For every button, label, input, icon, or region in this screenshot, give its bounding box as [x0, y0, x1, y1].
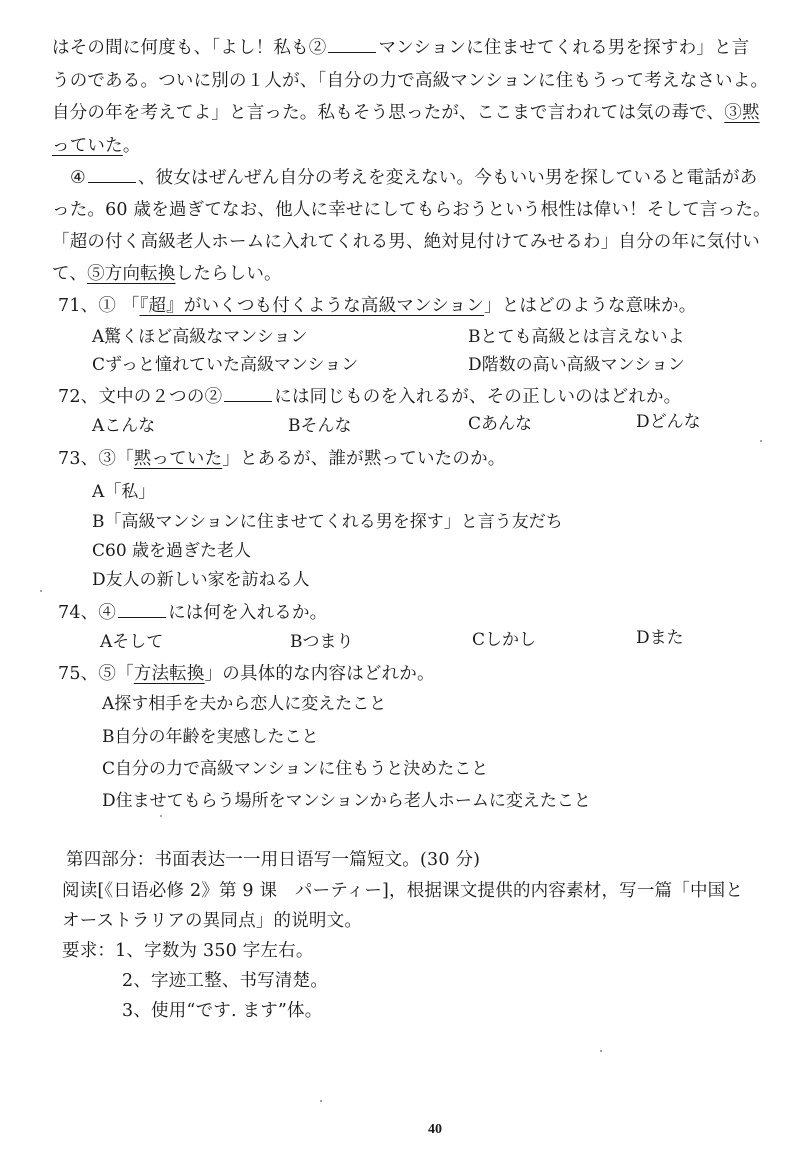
q74-option-a: Aそして [100, 632, 164, 652]
underlined-text: ③黙 [724, 103, 760, 123]
passage-line-2: うのである。ついに別の１人が、「自分の力で高級マンションに住もうって考えなさいよ。 [52, 71, 769, 91]
section-4-description-2: オーストラリアの異同点」的说明文。 [62, 911, 363, 931]
text: 72、文中の２つの② [58, 387, 223, 407]
text: マンションに住ませてくれる男を探すわ」と言 [378, 38, 750, 58]
blank-4 [118, 601, 166, 618]
text: 74、④ [58, 603, 117, 623]
q72-option-b: Bそんな [288, 416, 352, 436]
text: 、彼女はぜんぜん自分の考えを変えない。今もいい男を探していると電話があ [137, 168, 758, 188]
text: 71、① 「 [58, 296, 140, 316]
text: ④ [70, 168, 86, 188]
text: 」とはどのような意味か。 [484, 296, 697, 316]
text: には何を入れるか。 [168, 603, 328, 623]
passage-line-4 [52, 134, 770, 158]
text: 」とあるが、誰が黙っていたのか。 [222, 449, 506, 469]
passage-line-5 [70, 166, 770, 190]
text: 自分の年を考えてよ」と言った。私もそう思ったが、ここまで言われては気の毒で、 [52, 103, 725, 123]
underlined-text: 方法転換 [133, 664, 205, 684]
section-4-title: 第四部分：书面表达一一用日语写一篇短文。(30 分) [66, 850, 481, 870]
scan-speck [160, 815, 162, 817]
text: には同じものを入れるが、その正しいのはどれか。 [274, 387, 682, 407]
q74-option-d: Dまた [636, 628, 684, 648]
question-74 [58, 601, 770, 625]
q72-option-a: Aこんな [92, 416, 156, 436]
q73-option-b: B「高級マンションに住ませてくれる男を探す」と言う友だち [92, 512, 563, 532]
q75-option-a: A探す相手を夫から恋人に変えたこと [102, 694, 387, 714]
question-75 [58, 662, 770, 686]
scan-speck [40, 590, 42, 592]
text: 。 [122, 136, 141, 156]
q73-option-a: A「私」 [92, 482, 156, 502]
q71-option-a: A驚くほど高級なマンション [92, 327, 308, 347]
passage-line-8 [52, 262, 770, 286]
passage-line-6: った。60 歳を過ぎてなお、他人に幸せにしてもらおうという根性は偉い！そして言った。 [52, 200, 771, 220]
blank-2 [224, 385, 272, 402]
q72-option-d: Dどんな [636, 412, 701, 432]
q75-option-b: B自分の年齢を実感したこと [102, 727, 319, 747]
passage-line-3 [52, 101, 770, 125]
question-73 [58, 447, 770, 471]
requirement-3: 3、使用“です. ます”体。 [122, 1001, 323, 1021]
requirement-1: 要求：1、字数为 350 字左右。 [62, 941, 314, 961]
text: 75、⑤「 [58, 664, 134, 684]
q74-option-b: Bつまり [290, 632, 354, 652]
section-4-description-1: 阅读[《日语必修 2》第 9 课 パーティー]，根据课文提供的内容素材，写一篇「中国と [62, 881, 744, 901]
passage-line-1 [52, 36, 770, 60]
q73-option-d: D友人の新しい家を訪ねる人 [92, 570, 310, 590]
blank-4 [88, 166, 136, 183]
text: 」の具体的な内容はどれか。 [204, 664, 435, 684]
passage-line-7: 「超の付く高級老人ホームに入れてくれる男、絶対見付けてみせるわ」自分の年に気付い [52, 232, 760, 252]
q73-option-c: C60 歳を過ぎた老人 [92, 541, 252, 561]
question-72 [58, 385, 770, 409]
text: したらしい。 [175, 264, 282, 284]
scan-speck [760, 440, 762, 442]
text: はその間に何度も、「よし！私も② [52, 38, 327, 58]
q71-option-c: Cずっと憧れていた高級マンション [92, 355, 359, 375]
q75-option-d: D住ませてもらう場所をマンションから老人ホームに変えたこと [102, 791, 591, 811]
text: て、 [52, 264, 88, 284]
question-71 [58, 294, 770, 318]
q74-option-c: Cしかし [472, 630, 537, 650]
blank-2 [328, 36, 376, 53]
q72-option-c: Cあんな [468, 414, 533, 434]
q75-option-c: C自分の力で高級マンションに住もうと決めたこと [102, 759, 489, 779]
scan-speck [600, 1050, 602, 1052]
q71-option-d: D階数の高い高級マンション [468, 355, 685, 375]
page-number: 40 [428, 1122, 442, 1137]
underlined-text: っていた [52, 136, 123, 156]
q71-option-b: Bとても高級とは言えないよ [468, 327, 685, 347]
text: 73、③「 [58, 449, 134, 469]
underlined-text: ⑤方向転換 [87, 264, 176, 284]
underlined-text: 『超』がいくつも付くような高級マンション [139, 296, 484, 316]
requirement-2: 2、字迹工整、书写清楚。 [122, 971, 329, 991]
scan-speck [320, 1100, 322, 1102]
underlined-text: 黙っていた [133, 449, 223, 469]
